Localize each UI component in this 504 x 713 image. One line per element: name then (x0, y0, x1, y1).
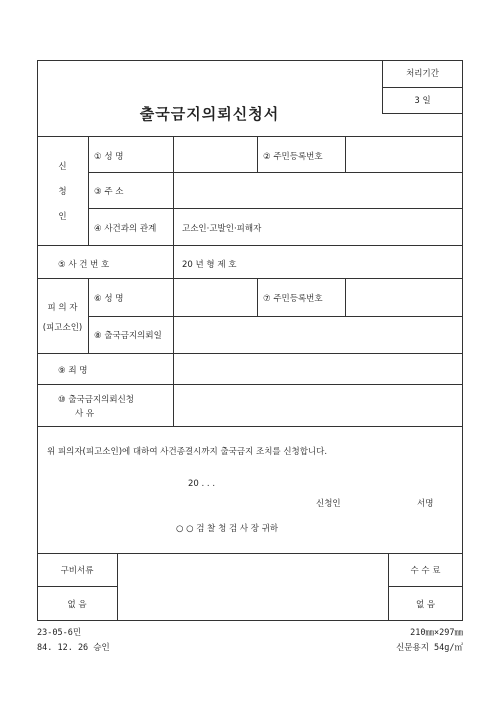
field-value-idno[interactable] (346, 137, 462, 172)
rule-app-2 (88, 208, 463, 209)
fee-value: 없 음 (415, 600, 436, 610)
suspect-group-label-2: (피고소인) (42, 323, 83, 333)
sign-label: 서명 (417, 499, 434, 509)
rule-after-applicant (37, 245, 463, 246)
field-value-suspect-name[interactable] (174, 279, 257, 316)
fee-box-mid (388, 586, 463, 587)
addressee: ○ ○ 검 찰 청 검 사 장 귀하 (176, 524, 279, 534)
statement-text: 위 피의자(피고소인)에 대하여 사건종결시까지 출국금지 조치를 신청합니다. (47, 447, 328, 457)
field-label-name: ① 성 명 (94, 152, 124, 162)
rule-after-reason (37, 426, 463, 427)
processing-box-mid (382, 87, 463, 88)
field-value-reason[interactable] (174, 385, 462, 426)
field-value-crime[interactable] (174, 354, 462, 384)
rule-before-footer (37, 553, 463, 554)
field-value-ban-date[interactable] (174, 317, 462, 353)
field-label-crime: ⑨ 죄 명 (58, 366, 88, 376)
docs-label: 구비서류 (60, 566, 94, 576)
page-title: 출국금지의뢰신청서 (139, 105, 280, 123)
field-label-address: ③ 주 소 (94, 187, 124, 197)
field-label-suspect-idno: ⑦ 주민등록번호 (263, 294, 323, 304)
applicant-group-label-1: 신 (58, 162, 67, 172)
footer-paper-type: 신문용지 54g/㎡ (396, 643, 463, 653)
footer-form-code: 23-05-6민 (37, 628, 82, 638)
field-value-address[interactable] (174, 173, 462, 208)
suspect-group-label-1: 피 의 자 (47, 303, 78, 313)
field-label-idno: ② 주민등록번호 (263, 152, 323, 162)
col-group-divider-1 (88, 136, 89, 245)
fee-label: 수 수 료 (410, 566, 441, 576)
field-value-relation: 고소인·고발인·피해자 (182, 224, 262, 234)
field-value-suspect-idno[interactable] (346, 279, 462, 316)
footer-approval: 84. 12. 26 승인 (37, 643, 110, 653)
field-label-relation: ④ 사건과의 관계 (94, 224, 157, 234)
docs-box-right (117, 553, 118, 621)
date-line: 20 . . . (188, 479, 216, 489)
applicant-group-label-2: 청 (58, 187, 67, 197)
processing-box-bottom (382, 113, 463, 114)
field-value-name[interactable] (174, 137, 257, 172)
col-idno-left-1 (257, 136, 258, 172)
applicant-group-label-3: 인 (58, 212, 67, 222)
col-group-divider-2 (88, 278, 89, 353)
docs-box-mid (37, 586, 117, 587)
field-label-suspect-name: ⑥ 성 명 (94, 294, 124, 304)
field-label-ban-date: ⑧ 출국금지의뢰일 (94, 331, 162, 341)
footer-paper-size: 210㎜×297㎜ (410, 628, 463, 638)
docs-value: 없 음 (67, 600, 87, 610)
col-idno-left-2 (257, 278, 258, 316)
field-label-reason-1: ⑩ 출국금지의뢰신청 (58, 395, 135, 405)
field-label-case: ⑤ 사 건 번 호 (58, 260, 110, 270)
field-value-case: 20 년 형 제 호 (182, 260, 237, 270)
field-label-reason-2: 사 유 (75, 409, 95, 419)
applicant-sign-label: 신청인 (316, 499, 341, 509)
processing-value: 3 일 (414, 96, 431, 106)
processing-label: 처리기간 (406, 69, 439, 79)
